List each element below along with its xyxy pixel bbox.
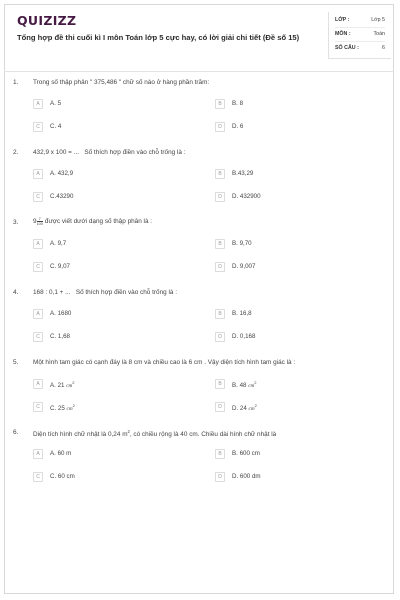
question-expression: 432,9 x 100 = ... [33,149,80,156]
option-letter-box: D [215,332,225,342]
option-text: D. 600 dm [232,473,261,480]
option-text: D. 0,168 [232,333,256,340]
question-1 [0,79,400,139]
question-prompt: được viết dưới dạng số thập phân là : [44,218,153,226]
option-c[interactable] [33,472,183,482]
option-text: A. 9,7 [50,240,67,247]
fraction [37,217,43,226]
option-value: C. 25 [50,405,65,413]
option-text [50,380,74,389]
option-c[interactable] [33,122,183,132]
option-exponent: 2 [72,403,75,408]
option-text: D. 432900 [232,193,261,200]
option-d[interactable] [215,122,365,132]
question-text: Một hình tam giác có cạnh đáy là 8 cm và chiều cao là 6 cm . Vậy diện tích hình tam giác là : [33,359,296,366]
question-6 [0,429,400,489]
question-number: 4. [13,289,19,296]
option-letter-box: D [215,472,225,482]
option-text: A. 5 [50,100,62,107]
worksheet-title: Tổng hợp đề thi cuối kì I môn Toán lớp 5 cực hay, có lời giải chi tiết (Đề số 15) [17,33,300,42]
option-exponent: 2 [254,403,257,408]
option-letter-box: A [33,449,43,459]
meta-row-count [335,45,385,55]
option-text: D. 9,007 [232,263,256,270]
question-number: 6. [13,429,19,436]
option-d[interactable] [215,402,365,412]
option-text: C. 1,68 [50,333,70,340]
option-d[interactable] [215,262,365,272]
option-a[interactable] [33,169,183,179]
meta-row-subject [335,31,385,42]
option-value: A. 21 [50,382,65,390]
question-text [33,217,152,226]
option-text: A. 1680 [50,310,72,317]
option-letter-box: D [215,262,225,272]
option-a[interactable] [33,449,183,459]
option-letter-box: A [33,379,43,389]
fraction-numerator: 7 [37,217,43,222]
option-letter-box: D [215,402,225,412]
option-c[interactable] [33,402,183,412]
quizizz-logo: QUIZIZZ [17,13,77,28]
option-c[interactable] [33,192,183,202]
option-d[interactable] [215,472,365,482]
question-2 [0,149,400,209]
fraction-denominator: 100 [36,222,43,226]
option-letter-box: C [33,472,43,482]
option-a[interactable] [33,379,183,389]
option-value: B. 48 [232,382,247,390]
question-text [33,289,177,296]
option-text [50,403,75,412]
question-text [33,429,276,438]
question-5 [0,359,400,419]
option-letter-box: B [215,309,225,319]
meta-key: LỚP : [335,17,350,23]
option-b[interactable] [215,239,365,249]
meta-value: Toán [373,31,385,37]
option-a[interactable] [33,239,183,249]
question-prompt: Số thích hợp điền vào chỗ trống là : [84,149,186,156]
option-text [232,380,256,389]
option-a[interactable] [33,99,183,109]
option-text: B. 600 cm [232,450,260,457]
option-b[interactable] [215,169,365,179]
meta-row-class [335,17,385,28]
option-unit: cm [248,383,255,390]
question-4 [0,289,400,349]
question-3 [0,219,400,279]
option-text: B.43,29 [232,170,254,177]
meta-value: Lớp 5 [371,17,385,23]
option-letter-box: C [33,122,43,132]
option-unit: cm [66,383,73,390]
option-c[interactable] [33,332,183,342]
option-text: A. 432,9 [50,170,74,177]
option-a[interactable] [33,309,183,319]
option-text: D. 6 [232,123,244,130]
option-letter-box: D [215,192,225,202]
option-exponent: 2 [254,380,257,385]
header-divider [4,71,394,72]
option-letter-box: C [33,262,43,272]
question-text [33,149,186,156]
option-letter-box: A [33,99,43,109]
meta-key: SỐ CÂU : [335,45,359,51]
question-number: 2. [13,149,19,156]
question-exponent: 2 [127,429,130,434]
question-expression: 168 : 0,1 + ... [33,289,71,296]
meta-key: MÔN : [335,31,351,37]
option-text: B. 16,8 [232,310,252,317]
option-unit: cm [248,406,255,413]
option-letter-box: B [215,449,225,459]
option-letter-box: C [33,192,43,202]
option-unit: cm [66,406,73,413]
option-letter-box: C [33,402,43,412]
option-text: A. 60 m [50,450,72,457]
option-letter-box: A [33,309,43,319]
option-b[interactable] [215,309,365,319]
option-letter-box: B [215,99,225,109]
option-value: D. 24 [232,405,247,413]
question-prompt-end: , có chiều rộng là 40 cm. Chiều dài hình chữ nhật là [129,431,277,439]
question-number: 1. [13,79,19,86]
option-letter-box: B [215,379,225,389]
option-letter-box: A [33,169,43,179]
option-letter-box: D [215,122,225,132]
option-c[interactable] [33,262,183,272]
option-b[interactable] [215,99,365,109]
option-letter-box: B [215,169,225,179]
option-letter-box: B [215,239,225,249]
option-text: C.43290 [50,193,74,200]
question-number: 5. [13,359,19,366]
option-text [232,403,257,412]
option-text: C. 9,07 [50,263,70,270]
option-d[interactable] [215,192,365,202]
option-b[interactable] [215,449,365,459]
mixed-number-whole: 9 [33,218,37,226]
option-letter-box: A [33,239,43,249]
header [17,13,300,42]
option-text: B. 8 [232,100,244,107]
question-prompt: Số thích hợp điền vào chỗ trống là : [75,289,177,296]
option-d[interactable] [215,332,365,342]
option-b[interactable] [215,379,365,389]
question-number: 3. [13,219,19,226]
question-text: Trong số thập phân " 375,486 " chữ số nào ở hàng phần trăm: [33,79,210,86]
option-exponent: 2 [72,380,75,385]
option-letter-box: C [33,332,43,342]
meta-table [328,12,391,59]
option-text: C. 60 cm [50,473,75,480]
question-prompt-start: Diện tích hình chữ nhật là 0,24 m [33,431,128,439]
meta-value: 6 [382,45,385,51]
option-text: B. 9,70 [232,240,252,247]
option-text: C. 4 [50,123,62,130]
